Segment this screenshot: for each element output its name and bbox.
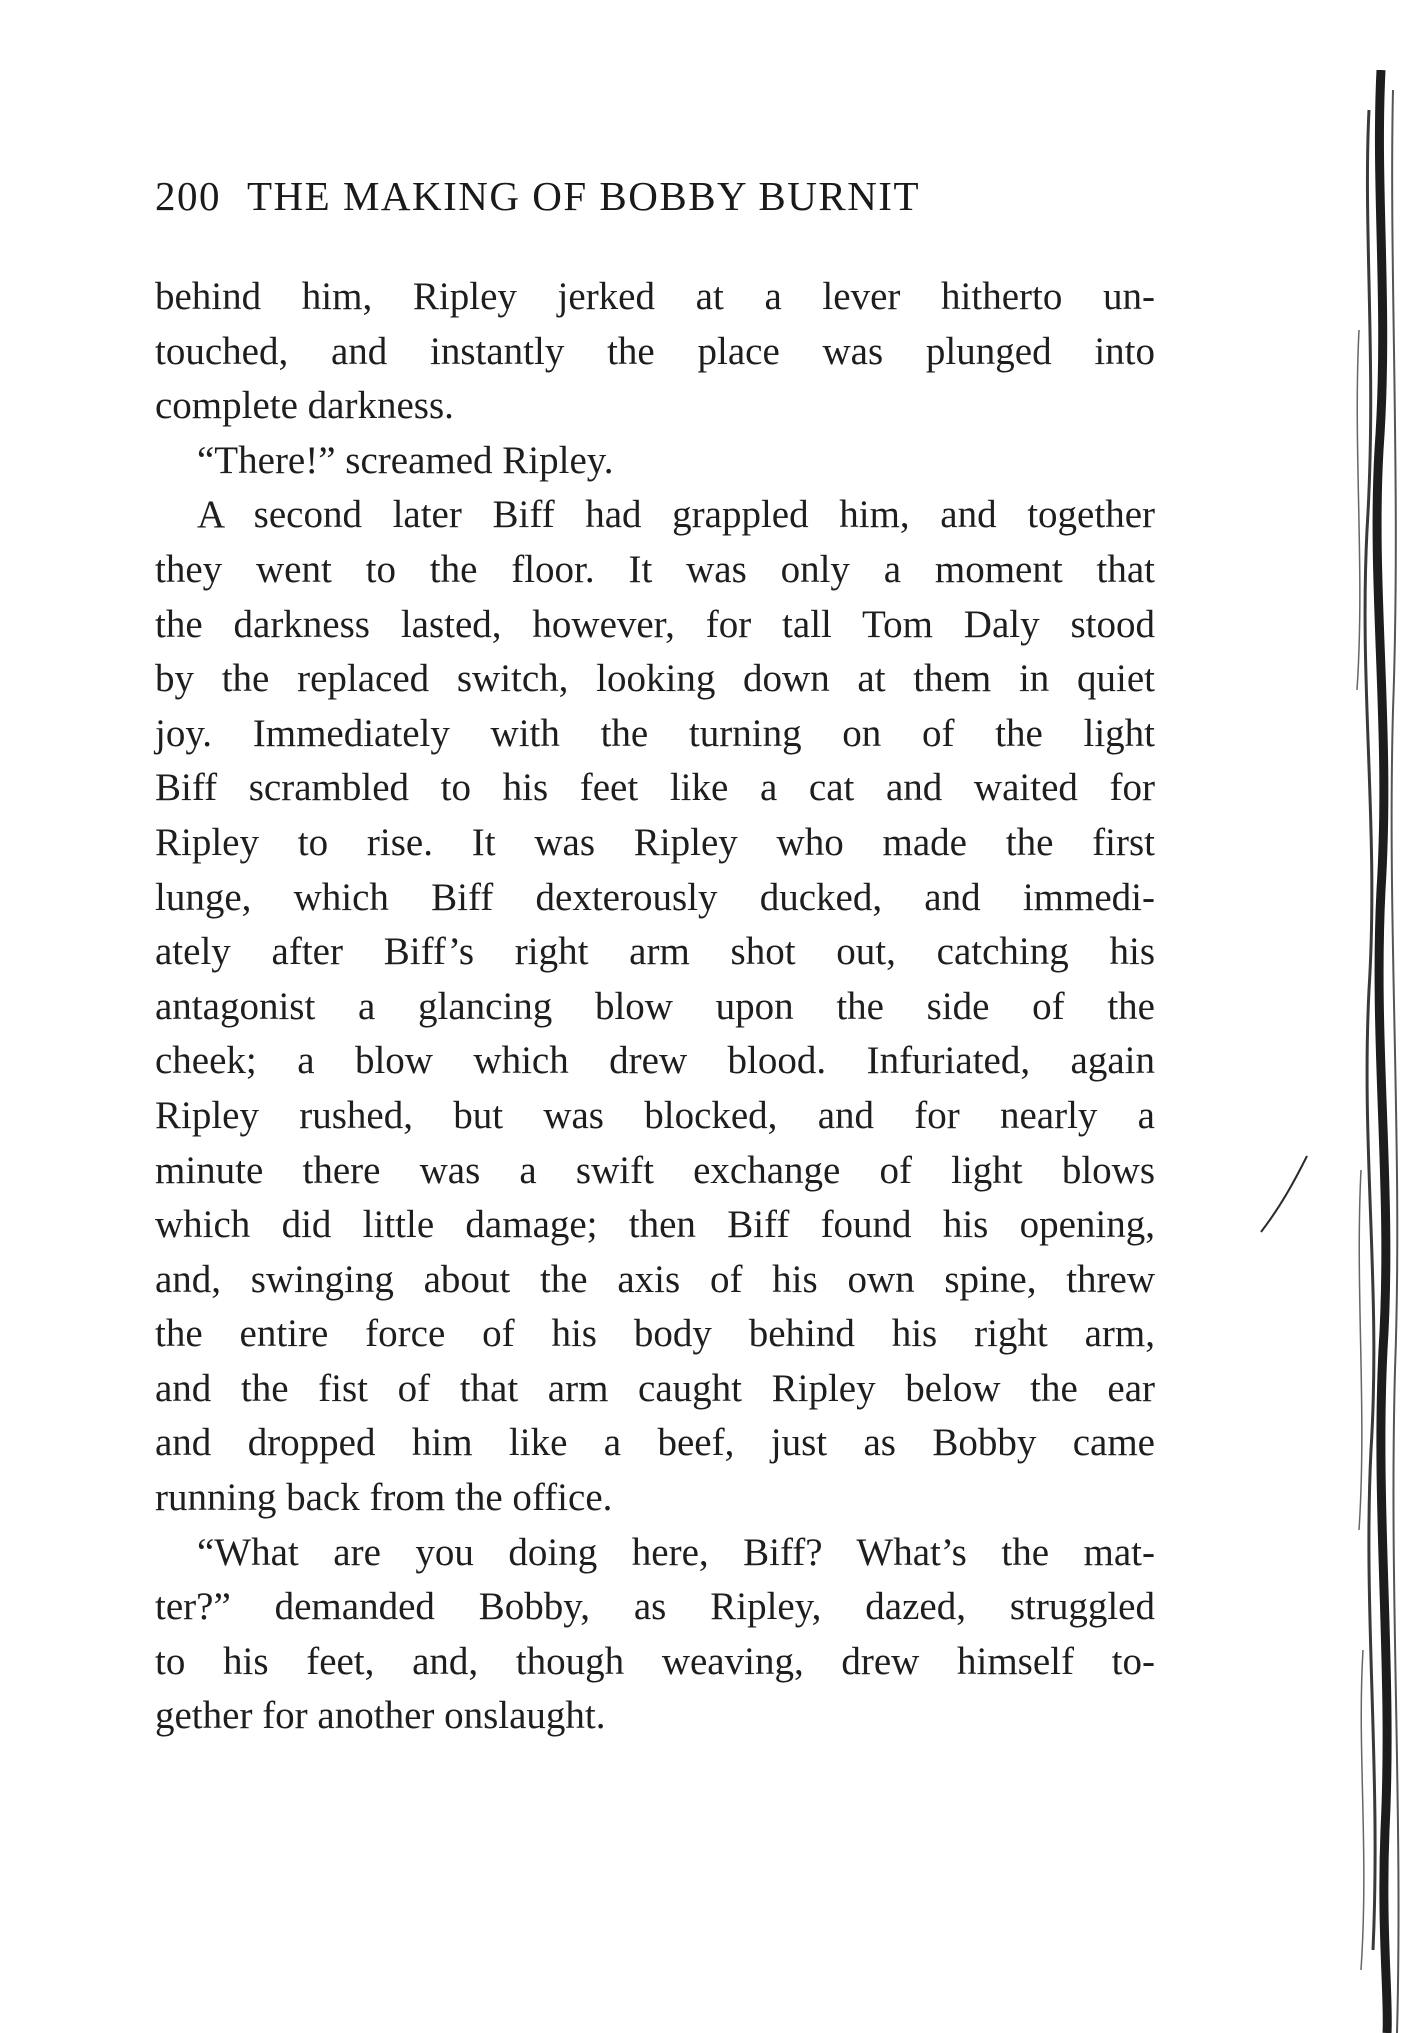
text-line: ately after Biff’s right arm shot out, catching his [155,930,1155,974]
text-line: the entire force of his body behind his right arm, [155,1312,1155,1356]
text-line: “There!” screamed Ripley. [197,438,614,482]
text-line: behind him, Ripley jerked at a lever hitherto un- [155,275,1155,318]
text-line: running back from the office. [155,1476,613,1520]
text-line: “What are you doing here, Biff? What’s the mat- [197,1530,1155,1574]
text-line: and the fist of that arm caught Ripley below the ear [155,1366,1155,1410]
text-line: Ripley rushed, but was blocked, and for nearly a [155,1093,1155,1137]
page-number: 200 [155,173,221,219]
text-line: complete darkness. [155,384,454,428]
text-line: touched, and instantly the place was plunged into [155,329,1155,373]
text-line: to his feet, and, though weaving, drew himself to- [155,1639,1155,1683]
text-line: they went to the floor. It was only a moment that [155,547,1155,591]
text-line: which did little damage; then Biff found his opening, [155,1203,1155,1247]
text-line: ter?” demanded Bobby, as Ripley, dazed, struggled [155,1585,1155,1629]
text-line: by the replaced switch, looking down at them in quiet [155,657,1155,701]
text-line: joy. Immediately with the turning on of the light [155,711,1155,755]
text-line: cheek; a blow which drew blood. Infuriated, again [155,1039,1155,1083]
text-line: Ripley to rise. It was Ripley who made the first [155,820,1155,864]
text-line: the darkness lasted, however, for tall Tom Daly stood [155,602,1155,646]
text-line: antagonist a glancing blow upon the side of the [155,984,1155,1028]
text-line: A second later Biff had grappled him, and together [197,493,1155,537]
body-text [155,270,1155,1744]
text-line: gether for another onslaught. [155,1694,606,1738]
text-line: minute there was a swift exchange of light blows [155,1148,1155,1192]
text-line: lunge, which Biff dexterously ducked, and immedi- [155,875,1155,919]
text-line: Biff scrambled to his feet like a cat and waited for [155,766,1155,810]
stray-pencil-mark [1255,1150,1315,1240]
text-line: and dropped him like a beef, just as Bobby came [155,1421,1155,1465]
text-line: and, swinging about the axis of his own spine, threw [155,1257,1155,1301]
running-title: THE MAKING OF BOBBY BURNIT [247,173,920,219]
running-head [155,172,920,220]
binding-edge [1323,70,1413,2033]
